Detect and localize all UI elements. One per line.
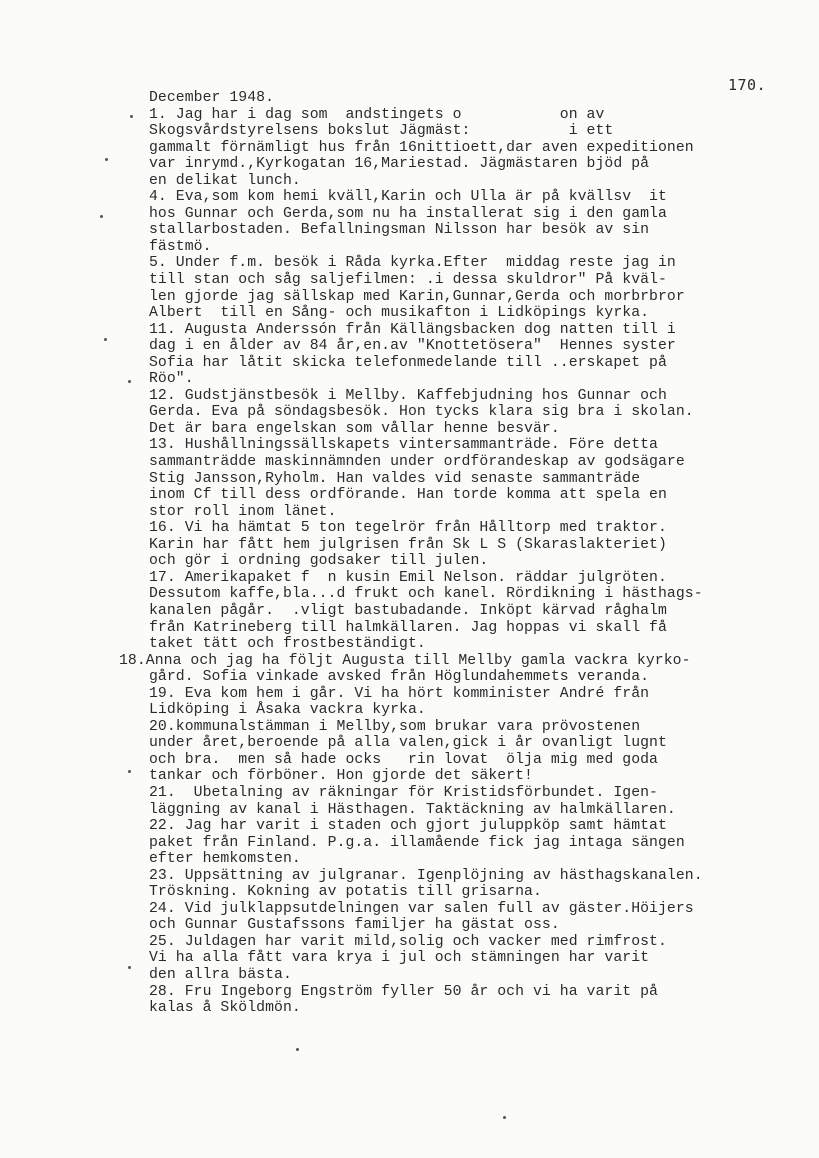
scan-speck	[128, 770, 131, 773]
text-line: gård. Sofia vinkade avsked från Höglundahemmets veranda.	[149, 669, 650, 686]
text-line: och Gunnar Gustafssons familjer ha gästat oss.	[149, 917, 560, 934]
text-line: kalas å Sköldmön.	[149, 1000, 301, 1017]
text-line: 18.Anna och jag ha följt Augusta till Mellby gamla vackra kyrko-	[119, 652, 691, 669]
text-line: dag i en ålder av 84 år,en.av "Knottetösera" Hennes syster	[149, 338, 676, 355]
scan-speck	[296, 1048, 299, 1051]
text-line: 20.kommunalstämman i Mellby,som brukar vara prövostenen	[149, 718, 641, 735]
scan-speck	[105, 158, 108, 161]
text-line: Stig Jansson,Ryholm. Han valdes vid senaste sammanträde	[149, 470, 641, 487]
scan-speck	[128, 380, 131, 383]
text-line: gammalt förnämligt hus från 16nittioett,dar aven expeditionen	[149, 139, 694, 156]
scan-speck	[503, 1116, 506, 1119]
text-line: taket tätt och frostbeständigt.	[149, 636, 426, 653]
text-line: 21. Ubetalning av räkningar för Kristidsförbundet. Igen-	[149, 784, 658, 801]
text-line: Det är bara engelskan som vållar henne besvär.	[149, 420, 560, 437]
scan-speck	[100, 215, 103, 218]
text-line: var inrymd.,Kyrkogatan 16,Mariestad. Jägmästaren bjöd på	[149, 156, 650, 173]
text-line: Lidköping i Åsaka vackra kyrka.	[149, 702, 426, 719]
text-line: från Katrineberg till halmkällaren. Jag hoppas vi skall få	[149, 619, 667, 636]
text-line: sammanträdde maskinnämnden under ordförandeskap av godsägare	[149, 454, 685, 471]
text-line: och bra. men så hade ocks rin lovat ölja mig med goda	[149, 751, 658, 768]
text-line: en delikat lunch.	[149, 172, 301, 189]
text-line: 28. Fru Ingeborg Engström fyller 50 år och vi ha varit på	[149, 983, 658, 1000]
text-line: och gör i ordning godsaker till julen.	[149, 553, 489, 570]
text-line: 5. Under f.m. besök i Råda kyrka.Efter middag reste jag in	[149, 255, 676, 272]
text-line: Tröskning. Kokning av potatis till grisarna.	[149, 884, 542, 901]
text-line: 1. Jag har i dag som andstingets o on av	[149, 106, 605, 123]
text-line: Dessutom kaffe,bla...d frukt och kanel. Rördikning i hästhags-	[149, 586, 703, 603]
scan-speck	[128, 966, 131, 969]
text-line: 12. Gudstjänstbesök i Mellby. Kaffebjudning hos Gunnar och	[149, 387, 667, 404]
text-line: 25. Juldagen har varit mild,solig och vacker med rimfrost.	[149, 933, 667, 950]
text-line: 24. Vid julklappsutdelningen var salen full av gäster.Höijers	[149, 900, 694, 917]
text-line: stallarbostaden. Befallningsman Nilsson har besök av sin	[149, 222, 650, 239]
diary-text	[119, 90, 789, 1017]
text-line: Gerda. Eva på söndagsbesök. Hon tycks klara sig bra i skolan.	[149, 404, 694, 421]
text-line: Albert till en Sång- och musikafton i Lidköpings kyrka.	[149, 305, 650, 322]
text-line: December 1948.	[149, 90, 275, 106]
text-line: till stan och såg saljefilmen: .i dessa skuldror" På kväl-	[149, 272, 667, 289]
text-line: Karin har fått hem julgrisen från Sk L S (Skaraslakteriet)	[149, 536, 667, 553]
text-line: 17. Amerikapaket f n kusin Emil Nelson. räddar julgröten.	[149, 569, 667, 586]
text-line: 4. Eva,som kom hemi kväll,Karin och Ulla är på kvällsv it	[149, 189, 667, 206]
text-line: 13. Hushållningssällskapets vintersammanträde. Före detta	[149, 437, 658, 454]
scan-speck	[130, 115, 133, 118]
text-line: paket från Finland. P.g.a. illamående fick jag intaga sängen	[149, 834, 685, 851]
text-line: 11. Augusta Anderssón från Källängsbacken dog natten till i	[149, 321, 676, 338]
text-line: Skogsvårdstyrelsens bokslut Jägmäst: i ett	[149, 123, 614, 140]
text-line: under året,beroende på alla valen,gick i år ovanligt lugnt	[149, 735, 667, 752]
text-line: hos Gunnar och Gerda,som nu ha installerat sig i den gamla	[149, 205, 667, 222]
text-line: efter hemkomsten.	[149, 851, 301, 868]
text-line: Vi ha alla fått vara krya i jul och stämningen har varit	[149, 950, 650, 967]
text-line: den allra bästa.	[149, 966, 292, 983]
text-line: 23. Uppsättning av julgranar. Igenplöjning av hästhagskanalen.	[149, 867, 703, 884]
text-line: Röo".	[149, 371, 194, 388]
text-line: tankar och förböner. Hon gjorde det säkert!	[149, 768, 533, 785]
text-line: 19. Eva kom hem i går. Vi ha hört komminister André från	[149, 685, 650, 702]
text-line: len gjorde jag sällskap med Karin,Gunnar,Gerda och morbrbror	[149, 288, 685, 305]
page-number: 170.	[728, 76, 767, 94]
text-line: 16. Vi ha hämtat 5 ton tegelrör från Hålltorp med traktor.	[149, 520, 667, 537]
text-line: kanalen pågår. .vligt bastubadande. Inköpt kärvad råghalm	[149, 602, 667, 619]
text-line: Sofia har låtit skicka telefonmedelande till ..erskapet på	[149, 354, 667, 371]
text-line: läggning av kanal i Hästhagen. Taktäckning av halmkällaren.	[149, 801, 676, 818]
scan-speck	[104, 338, 107, 341]
text-line: stor roll inom länet.	[149, 503, 337, 520]
text-line: 22. Jag har varit i staden och gjort juluppköp samt hämtat	[149, 818, 667, 835]
text-line: fästmö.	[149, 238, 212, 255]
text-line: inom Cf till dess ordförande. Han torde komma att spela en	[149, 487, 667, 504]
